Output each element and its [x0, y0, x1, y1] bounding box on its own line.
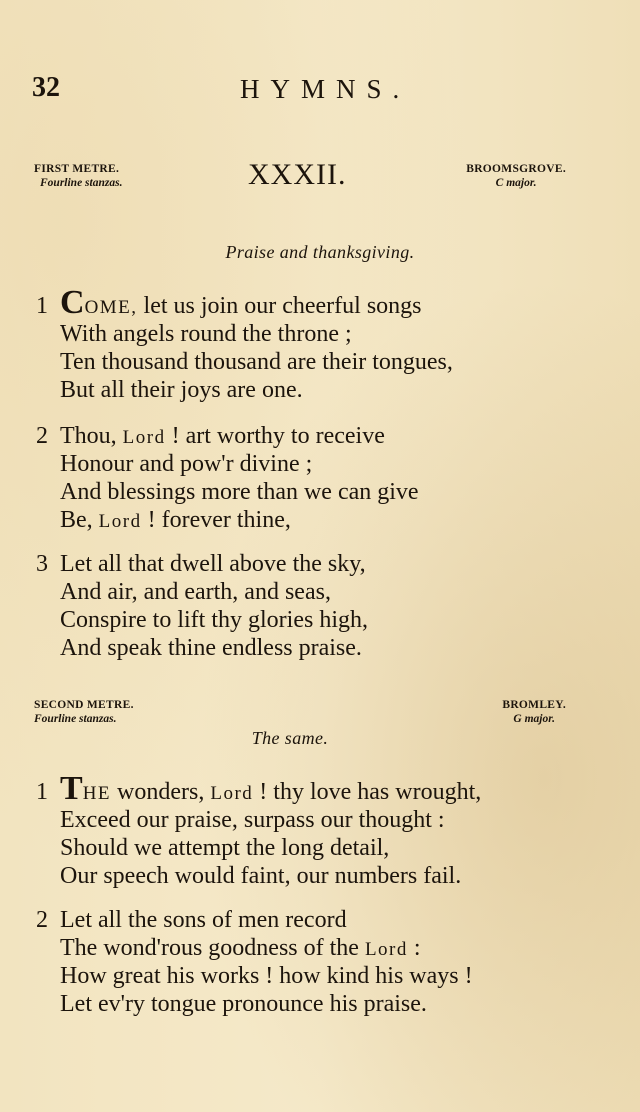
hymn2-metre [34, 698, 134, 726]
hymn2-tune-name: BROMLEY. [502, 699, 566, 711]
hymn1-tune [466, 162, 566, 190]
drop-cap: C [60, 284, 85, 321]
hymn2-stanza-2 [36, 906, 596, 1018]
stanza-number: 1 [36, 293, 48, 319]
line-text: And blessings more than we can give [60, 479, 419, 505]
stanza-line [36, 320, 596, 348]
hymn2-stanza-1 [36, 770, 596, 890]
stanza-line [36, 578, 596, 606]
line-text: With angels round the throne ; [60, 321, 352, 347]
line-text: Our speech would faint, our numbers fail. [60, 863, 462, 889]
hymn2-title: The same. [251, 728, 329, 748]
line-text: let us join our cheerful songs [137, 293, 422, 319]
stanza-line [36, 606, 596, 634]
drop-cap: T [60, 770, 83, 807]
hymn-number: XXXII. [248, 158, 347, 191]
stanza-line [36, 990, 596, 1018]
stanza-line [36, 634, 596, 662]
small-caps-text: Lord [364, 939, 408, 960]
hymn2-metre-form: Fourline stanzas. [34, 713, 117, 725]
line-text: And speak thine endless praise. [60, 635, 362, 661]
stanza-line [36, 506, 596, 534]
stanza-line [36, 422, 596, 450]
hymn1-tune-key: C major. [495, 177, 537, 189]
stanza-line [36, 348, 596, 376]
line-text: Conspire to lift thy glories high, [60, 607, 368, 633]
line-text: Should we attempt the long detail, [60, 835, 390, 861]
small-caps-text: Lord [210, 783, 254, 804]
hymn1-metre [34, 162, 122, 190]
stanza-line [36, 862, 596, 890]
line-text: Thou, [60, 423, 123, 449]
stanza-line [36, 284, 596, 321]
running-head [32, 72, 592, 112]
small-caps-text: Lord [98, 511, 142, 532]
running-title: HYMNS. [240, 74, 411, 104]
line-text: The wond'rous goodness of the [60, 935, 365, 961]
line-text: ! art worthy to receive [165, 423, 385, 449]
stanza-line [36, 376, 596, 404]
line-text: ! forever thine, [141, 507, 291, 533]
hymn1-stanza-2 [36, 422, 596, 534]
line-text: : [407, 935, 421, 961]
hymn1-metre-form: Fourline stanzas. [40, 177, 123, 189]
line-text: Let all the sons of men record [60, 907, 347, 933]
line-text: Exceed our praise, surpass our thought : [60, 807, 445, 833]
line-text: How great his works ! how kind his ways ! [60, 963, 473, 989]
small-caps-text: HE [82, 783, 112, 804]
hymn1-stanza-1 [36, 284, 596, 404]
stanza-line [36, 478, 596, 506]
stanza-line [36, 962, 596, 990]
line-text: And air, and earth, and seas, [60, 579, 331, 605]
line-text: Let all that dwell above the sky, [60, 551, 366, 577]
line-text: Let ev'ry tongue pronounce his praise. [60, 991, 427, 1017]
hymn2-metre-name: SECOND METRE. [34, 699, 134, 711]
stanza-line [36, 834, 596, 862]
hymn1-stanza-3 [36, 550, 596, 662]
hymn1-tune-name: BROOMSGROVE. [466, 163, 566, 175]
stanza-number: 2 [36, 423, 48, 449]
hymn2-tune [502, 698, 566, 726]
stanza-number: 1 [36, 779, 48, 805]
stanza-line [36, 806, 596, 834]
line-text: Honour and pow'r divine ; [60, 451, 313, 477]
stanza-number: 2 [36, 907, 48, 933]
line-text: Ten thousand thousand are their tongues, [60, 349, 453, 375]
page-number: 32 [32, 72, 60, 103]
hymn1-metre-name: FIRST METRE. [34, 163, 120, 175]
line-text: But all their joys are one. [60, 377, 303, 403]
line-text: wonders, [111, 779, 211, 805]
stanza-line [36, 906, 596, 934]
small-caps-text: Lord [122, 427, 166, 448]
line-text: Be, [60, 507, 99, 533]
stanza-line [36, 934, 596, 962]
hymn2-tune-key: G major. [513, 713, 555, 725]
stanza-line [36, 770, 596, 807]
stanza-line [36, 550, 596, 578]
stanza-number: 3 [36, 551, 48, 577]
hymn1-title: Praise and thanksgiving. [225, 242, 415, 262]
line-text: ! thy love has wrought, [253, 779, 482, 805]
stanza-line [36, 450, 596, 478]
small-caps-text: OME, [84, 297, 138, 318]
